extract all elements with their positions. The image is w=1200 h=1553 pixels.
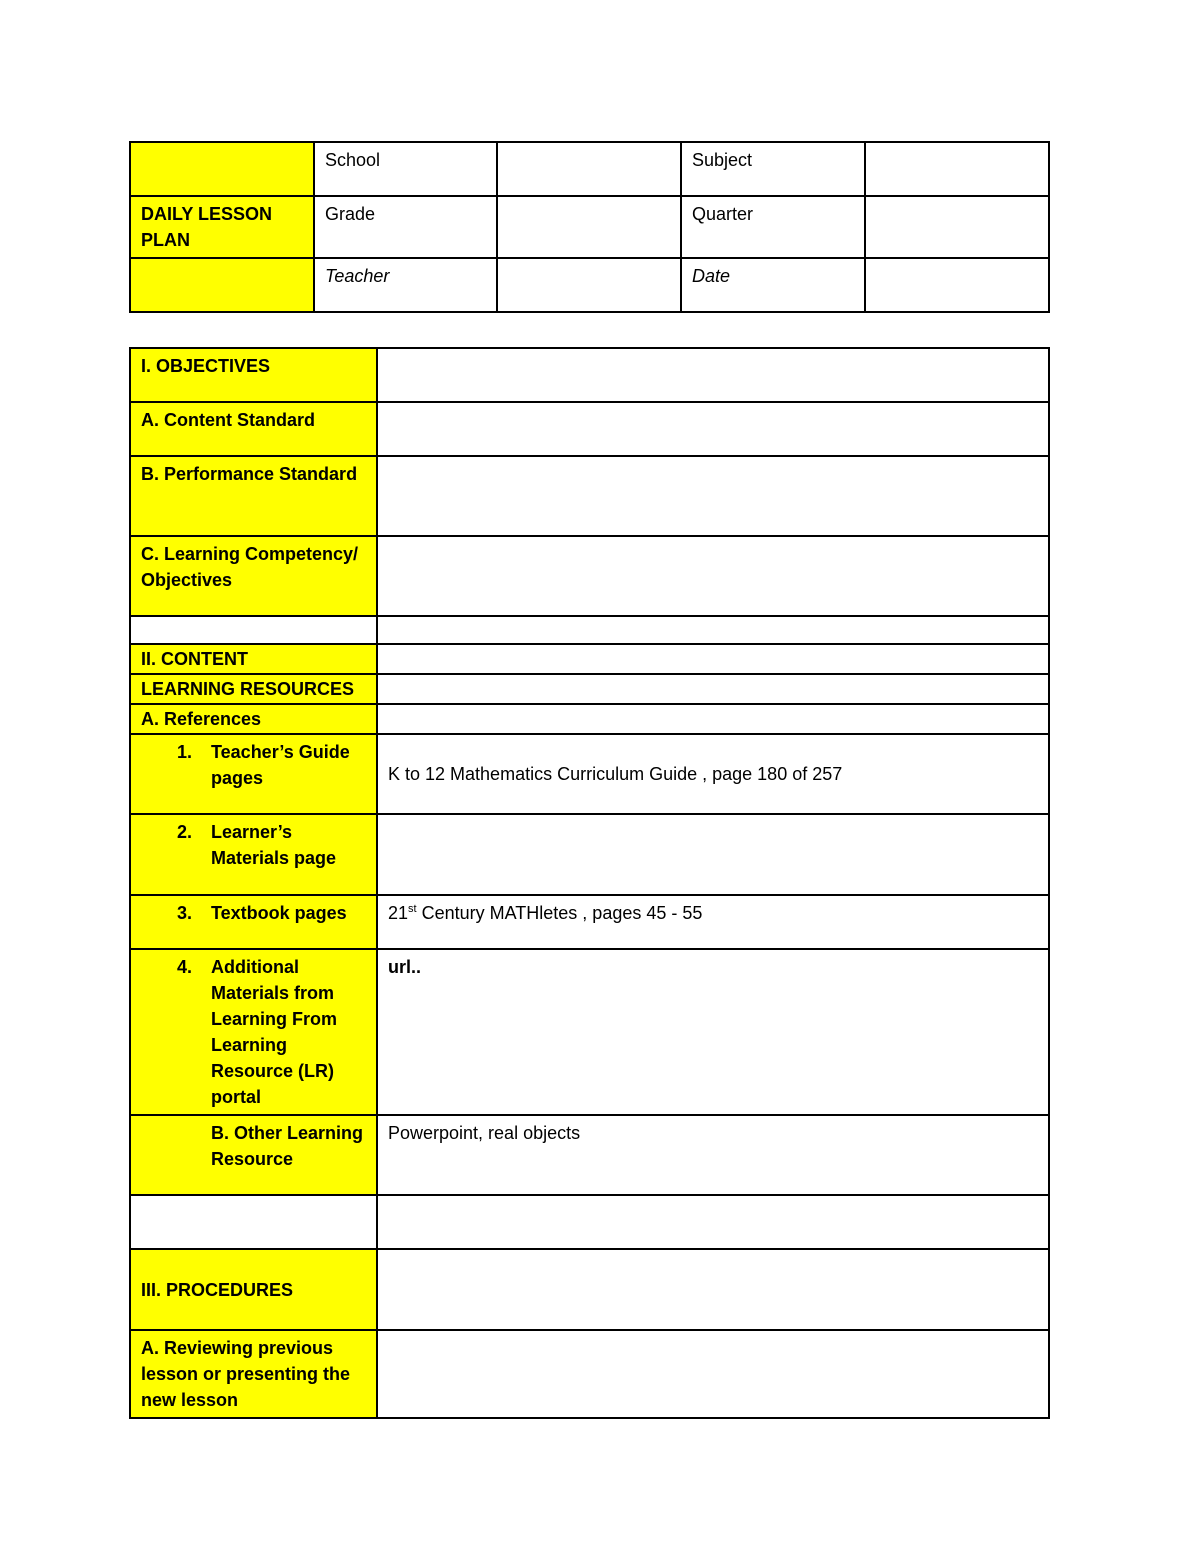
ref-item-textbook-value[interactable] (377, 895, 1049, 949)
content-standard-value[interactable] (377, 402, 1049, 456)
ref-item-label: Learner’s Materials page (211, 822, 337, 868)
quarter-value[interactable] (865, 196, 1049, 258)
learning-resources-value[interactable] (377, 674, 1049, 704)
ref-item-number: 2. (177, 822, 193, 842)
references-heading: A. References (130, 704, 377, 734)
date-value[interactable] (865, 258, 1049, 312)
textbook-title-pages: Century MATHletes , pages 45 - 55 (416, 903, 703, 923)
content-value[interactable] (377, 644, 1049, 674)
ref-item-teachers-guide (130, 734, 377, 814)
ref-item-learners-materials-value[interactable] (377, 814, 1049, 895)
ref-item-label: Additional Materials from Learning From Learning Resource (LR) portal (211, 957, 338, 1107)
subject-label: Subject (681, 142, 865, 196)
other-learning-resource-value[interactable]: Powerpoint, real objects (377, 1115, 1049, 1195)
objectives-heading: I. OBJECTIVES (130, 348, 377, 402)
grade-label: Grade (314, 196, 497, 258)
learning-resources-heading: LEARNING RESOURCES (130, 674, 377, 704)
textbook-edition-suffix: st (408, 903, 417, 915)
ref-item-learners-materials (130, 814, 377, 895)
school-label: School (314, 142, 497, 196)
ref-item-teachers-guide-value[interactable]: K to 12 Mathematics Curriculum Guide , page 180 of 257 (377, 734, 1049, 814)
blank-row-left (130, 1195, 377, 1249)
references-value[interactable] (377, 704, 1049, 734)
other-learning-resource (130, 1115, 377, 1195)
objectives-value[interactable] (377, 348, 1049, 402)
procedures-value[interactable] (377, 1249, 1049, 1330)
subject-value[interactable] (865, 142, 1049, 196)
ref-item-label: Teacher’s Guide pages (211, 742, 350, 788)
ref-item-number: 4. (177, 957, 193, 977)
ref-item-additional-materials-value[interactable]: url.. (377, 949, 1049, 1115)
ref-item-label: Textbook pages (211, 903, 347, 923)
header-table (129, 141, 1050, 313)
performance-standard-label: B. Performance Standard (130, 456, 377, 536)
teacher-label: Teacher (314, 258, 497, 312)
reviewing-previous-lesson-value[interactable] (377, 1330, 1049, 1418)
learning-competency-label: C. Learning Competency/ Objectives (130, 536, 377, 616)
ref-item-textbook (130, 895, 377, 949)
date-label: Date (681, 258, 865, 312)
grade-value[interactable] (497, 196, 681, 258)
daily-lesson-plan-title: DAILY LESSON PLAN (130, 196, 314, 258)
procedures-heading: III. PROCEDURES (130, 1249, 377, 1330)
content-heading: II. CONTENT (130, 644, 377, 674)
content-standard-label: A. Content Standard (130, 402, 377, 456)
header-title-cell-top (130, 142, 314, 196)
other-learning-resource-label: B. Other Learning Resource (211, 1123, 364, 1169)
school-value[interactable] (497, 142, 681, 196)
ref-item-additional-materials (130, 949, 377, 1115)
ref-item-number: 1. (177, 742, 193, 762)
blank-row-right (377, 1195, 1049, 1249)
performance-standard-value[interactable] (377, 456, 1049, 536)
learning-competency-value[interactable] (377, 536, 1049, 616)
spacer-cell-right (377, 616, 1049, 644)
quarter-label: Quarter (681, 196, 865, 258)
spacer-cell-left (130, 616, 377, 644)
ref-item-number: 3. (177, 903, 193, 923)
reviewing-previous-lesson-label: A. Reviewing previous lesson or presenting the new lesson (130, 1330, 377, 1418)
teacher-value[interactable] (497, 258, 681, 312)
lesson-plan-table (129, 347, 1050, 1419)
header-title-cell-bottom (130, 258, 314, 312)
textbook-edition: 21 (388, 903, 409, 923)
